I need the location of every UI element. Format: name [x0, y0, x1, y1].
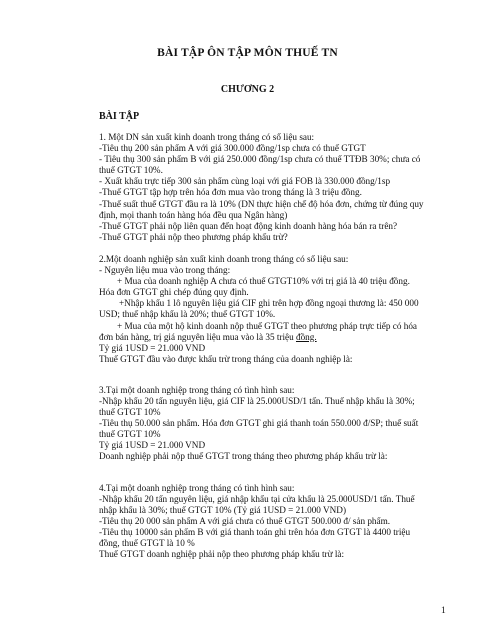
exercise-3-line: thuế GTGT 10%: [99, 429, 161, 440]
exercise-4-line: -Tiêu thụ 20 000 sản phẩm A với giá chưa có thuế GTGT 500.000 đ/ sản phẩm.: [99, 515, 391, 526]
exercise-2-line: Thuế GTGT đầu vào được khấu trừ trong tháng của doanh nghiệp là:: [99, 353, 353, 364]
exercise-3: [99, 385, 451, 463]
exercise-1: [99, 132, 451, 243]
exercise-2: [99, 254, 451, 365]
exercise-1-line: -Tiêu thụ 200 sản phẩm A với giá 300.000 đồng/1sp chưa có thuế GTGT: [99, 143, 366, 154]
chapter-heading: CHƯƠNG 2: [220, 84, 275, 95]
exercise-1-line: -Thuế suất thuế GTGT đầu ra là 10% (DN thực hiện chế độ hóa đơn, chứng từ đúng quy: [99, 198, 424, 209]
exercise-1-line: định, mọi thanh toán hàng hóa đều qua Ngân hàng): [99, 209, 288, 220]
exercise-2-line: + Mua của một hộ kinh doanh nộp thuế GTGT theo phương pháp trực tiếp có hóa: [117, 320, 417, 331]
exercise-2-line: +Nhập khẩu 1 lô nguyên liệu giá CIF ghi trên hợp đồng ngoại thương là: 450 000: [119, 298, 419, 309]
exercise-1-line: thuế GTGT 10%.: [99, 165, 163, 176]
exercise-3-line: -Nhập khẩu 20 tấn nguyên liệu, giá CIF là 25.000USD/1 tấn. Thuế nhập khẩu là 30%;: [99, 395, 415, 406]
exercise-1-line: -Thuế GTGT tập hợp trên hóa đơn mua vào trong tháng là 3 triệu đồng.: [99, 187, 362, 198]
exercise-2-line: - Nguyên liệu mua vào trong tháng:: [99, 265, 231, 276]
exercise-3-line: thuế GTGT 10%: [99, 407, 161, 418]
exercise-list: [99, 132, 451, 571]
exercise-2-line: USD; thuế nhập khẩu là 20%; thuế GTGT 10%.: [99, 309, 276, 320]
exercise-1-line: 1. Một DN sản xuất kinh doanh trong tháng có số liệu sau:: [99, 132, 315, 142]
exercise-4-line: Thuế GTGT doanh nghiệp phải nộp theo phương pháp khấu trừ là:: [99, 549, 345, 560]
exercise-2-line: [99, 332, 451, 343]
section-heading: BÀI TẬP: [99, 111, 140, 122]
exercise-1-line: - Tiêu thụ 300 sản phẩm B với giá 250.000 đồng/1sp chưa có thuế TTĐB 30%; chưa có: [99, 154, 421, 165]
exercise-2-text: đơn bán hàng, trị giá nguyên liệu mua vào là 35 triệu: [99, 331, 296, 342]
exercise-4: [99, 483, 451, 561]
exercise-4-line: đồng, thuế GTGT là 10 %: [99, 538, 195, 548]
page-number: 1: [441, 606, 446, 616]
exercise-4-line: -Nhập khẩu 20 tấn nguyên liệu, giá nhập khẩu tại cửa khẩu là 25.000USD/1 tấn. Thuế: [99, 493, 415, 504]
exercise-1-line: -Thuế GTGT phải nộp theo phương pháp khấu trừ?: [99, 231, 288, 242]
exercise-4-line: -Tiêu thụ 10000 sản phẩm B với giá thanh toán ghi trên hóa đơn GTGT là 4400 triệu: [99, 526, 411, 537]
exercise-2-line: + Mua của doanh nghiệp A chưa có thuế GTGT10% với trị giá là 40 triệu đồng.: [117, 276, 410, 287]
exercise-3-line: 3.Tại một doanh nghiệp trong tháng có tình hình sau:: [99, 384, 295, 395]
exercise-3-line: Tỷ giá 1USD = 21.000 VND: [99, 440, 206, 451]
document-title: BÀI TẬP ÔN TẬP MÔN THUẾ TN: [157, 47, 338, 59]
exercise-2-line: Hóa đơn GTGT ghi chép đúng quy định.: [99, 287, 249, 298]
exercise-3-line: Doanh nghiệp phải nộp thuế GTGT trong tháng theo phương pháp khấu trừ là:: [99, 451, 388, 462]
exercise-4-line: nhập khẩu là 30%; thuế GTGT 10% (Tỷ giá 1USD = 21.000 VND): [99, 504, 346, 515]
exercise-3-line: -Tiêu thụ 50.000 sản phẩm. Hóa đơn GTGT ghi giá thanh toán 550.000 đ/SP; thuế suất: [99, 418, 419, 429]
underlined-word: đồng.: [295, 331, 317, 342]
exercise-2-line: Tỷ giá 1USD = 21.000 VND: [99, 342, 206, 353]
exercise-2-line: 2.Một doanh nghiệp sản xuất kinh doanh trong tháng có số liệu sau:: [99, 253, 349, 264]
exercise-1-line: -Thuế GTGT phải nộp liên quan đến hoạt động kinh doanh hàng hóa bán ra trên?: [99, 220, 398, 231]
exercise-1-line: - Xuất khẩu trực tiếp 300 sản phẩm cùng loại với giá FOB là 330.000 đồng/1sp: [99, 176, 391, 187]
exercise-4-line: 4.Tại một doanh nghiệp trong tháng có tình hình sau:: [99, 482, 295, 493]
